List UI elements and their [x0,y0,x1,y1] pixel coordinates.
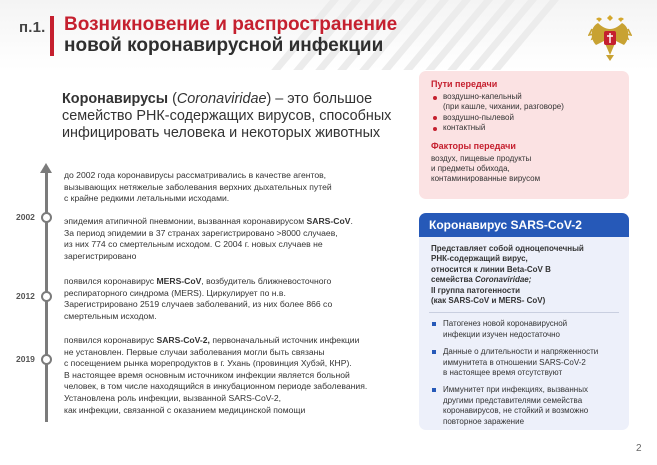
text-line: инфекции изучен недостаточно [443,329,561,339]
sars-cov-2-description [419,237,629,312]
list-item: контактный [431,123,617,133]
text-fragment: появился коронавирус [64,276,157,286]
text-line: коронавирусов, не стойкий и возможно [443,406,589,416]
text-line: другими представителями семейства [443,395,583,405]
text-line: и предметы обихода, [431,164,510,174]
text-fragment: эпидемия атипичной пневмонии, вызванная коронавирусом [64,216,307,226]
timeline-block-pre-2002 [64,170,332,205]
timeline-year-2019: 2019 [16,354,35,364]
transmission-factors-text [431,154,617,185]
timeline-block-2019 [64,335,367,416]
text-line [64,276,332,288]
intro-text [62,91,392,142]
text-fragment: . [350,216,353,226]
text-line [64,335,367,347]
text-line: воздух, пищевые продукты [431,153,532,163]
text-line [64,216,353,228]
timeline-year-2002: 2002 [16,212,35,222]
text-line: РНК-содержащий вирус, [431,254,528,264]
text-line: Патогенез новой коронавирусной [443,319,568,329]
sars-cov-2-facts-list [419,313,629,427]
text-line: Представляет собой одноцепочечный [431,244,584,253]
text-line: II группа патогенности [431,285,521,295]
intro-bold-term: Коронавирусы [62,91,169,107]
timeline-marker-2012 [41,291,52,302]
virus-name: SARS-CoV-2, [156,335,210,345]
text-line: За период эпидемии в 37 странах зарегистрировано >8000 случаев, [64,227,338,238]
text-line: относится к линии Beta-CoV В [431,264,551,274]
sars-cov-2-panel-title: Коронавирус SARS-CoV-2 [419,213,629,237]
text-line: человек, в том числе находящийся в инкубационном периоде заболевания. [64,381,368,392]
title-line-1: Возникновение и распространение [64,14,398,35]
text-line: из них 774 со смертельным исходом. С 2004 г. новых случаев не [64,239,323,250]
virus-name: MERS-CoV [156,276,202,286]
text-line [431,275,617,285]
text-line: контаминированные вирусом [431,174,541,184]
text-line: до 2002 года коронавирусы рассматривались в качестве агентов, [64,170,327,180]
text-line: Установлена роль инфекции, вызванной SARS-CoV-2, [64,392,282,403]
text-line: с посещением рынка морепродуктов в г. Ухань (провинция Хубэй, КНР). [64,358,352,369]
text-line: смертельным исходом. [64,310,157,321]
text-line: повторное заражение [443,416,525,426]
virus-name: SARS-CoV [306,216,351,226]
intro-description: ) – это большое семейство РНК-содержащих вирусов, способных инфицировать человека и некоторых животных [62,91,392,141]
text-fragment: , возбудитель ближневосточного [201,276,332,286]
text-line: зарегистрировано [64,250,137,261]
latin-family-name: Coronaviridae; [474,275,532,285]
text-line: с крайне редкими летальными исходами. [64,193,230,204]
text-line: Зарегистрировано 2519 случаев заболеваний, из них более 866 со [64,299,333,310]
title-accent-bar [50,16,54,56]
title-line-2: новой коронавирусной инфекции [64,35,384,56]
timeline-block-2012 [64,276,332,322]
list-item [431,319,619,340]
intro-latin-name: Coronaviridae [176,91,267,107]
text-line: (как SARS-CoV и MERS- CoV) [431,296,546,306]
list-item [431,385,619,427]
timeline-marker-2002 [41,212,52,223]
transmission-paths-list [431,92,617,134]
text-line: респираторного синдрома (MERS). Циркулирует по н.в. [64,287,286,298]
timeline-block-2002 [64,216,353,262]
timeline-year-2012: 2012 [16,291,35,301]
text-line: не установлен. Первые случаи заболевания могли быть связаны [64,346,325,357]
list-item-continuation: (при кашле, чихании, разговоре) [443,102,564,112]
timeline-marker-2019 [41,354,52,365]
transmission-panel [419,71,629,199]
text-line: Данные о длительности и напряженности [443,347,599,357]
text-fragment: семейства [431,275,475,285]
page-title [64,14,397,56]
double-headed-eagle-emblem [588,11,632,63]
text-fragment: первоначальный источник инфекции [209,335,360,345]
text-line: В настоящее время основным источником инфекции является больной [64,369,350,380]
text-line: как инфекции, связанной с оказанием медицинской помощи [64,404,306,415]
sars-cov-2-panel [419,213,629,430]
intro-open-paren: ( [168,91,177,107]
text-line: вызывающих нетяжелые заболевания верхних дыхательных путей [64,181,332,192]
list-item: воздушно-капельный [431,92,617,102]
text-line: Иммунитет при инфекциях, вызванных [443,385,588,395]
transmission-paths-heading: Пути передачи [431,79,498,89]
page-number: 2 [636,443,642,454]
text-line: в настоящее время отсутствуют [443,368,563,378]
list-item [431,347,619,378]
text-fragment: появился коронавирус [64,335,157,345]
text-line: иммунитета в отношении SARS-CoV-2 [443,357,586,367]
transmission-factors-heading: Факторы передачи [431,140,516,151]
section-number: п.1. [19,19,46,36]
list-item: воздушно-пылевой [431,113,617,123]
